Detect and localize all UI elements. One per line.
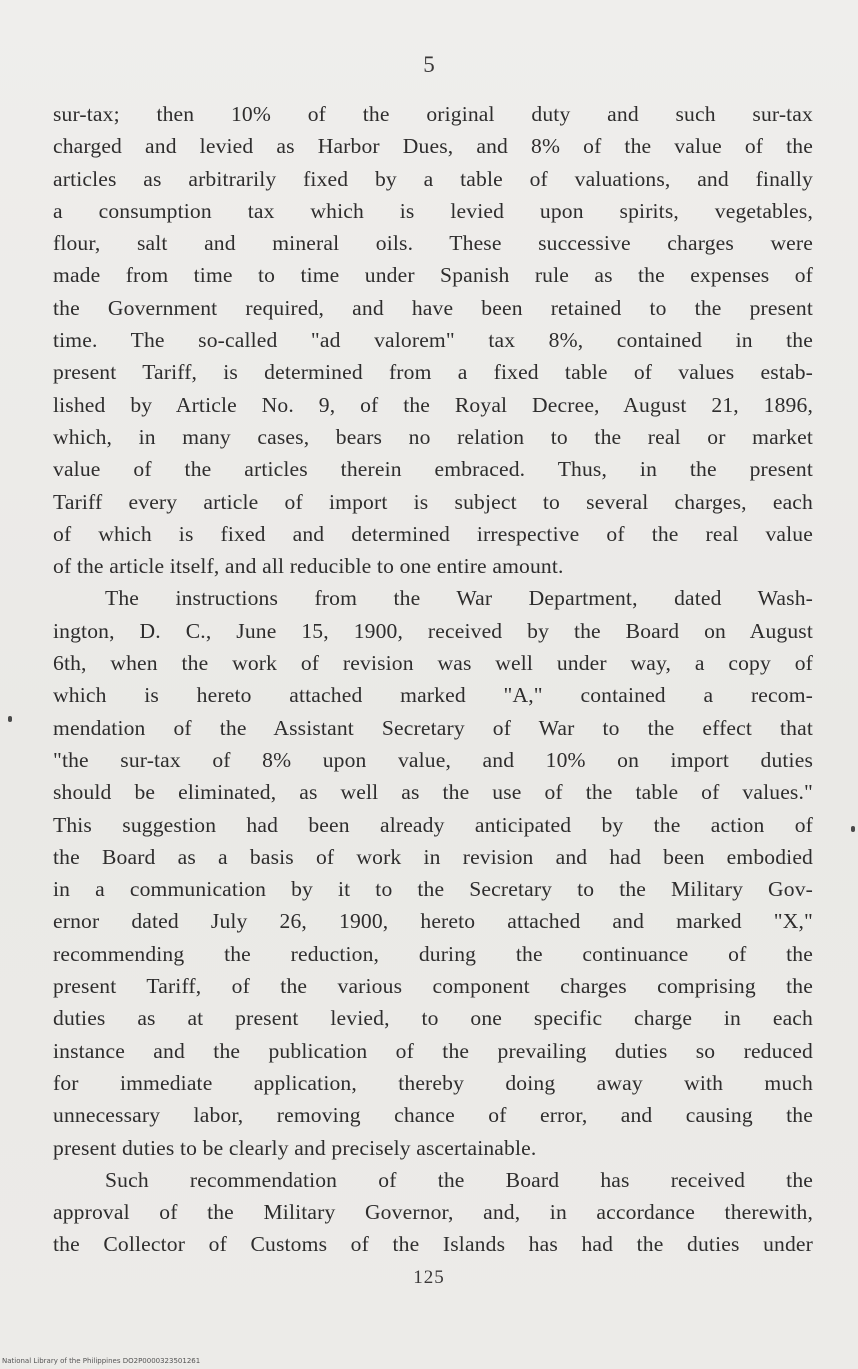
page-number: 5 (423, 52, 435, 77)
text-line: articles as arbitrarily fixed by a table of valuations, and finally (53, 166, 813, 191)
text-line: ernor dated July 26, 1900, hereto attached and marked "X," (53, 909, 813, 934)
body-text (53, 98, 813, 1261)
text-line: which is hereto attached marked "A," contained a recom- (53, 683, 813, 708)
text-line: for immediate application, thereby doing away with much (53, 1070, 813, 1095)
text-line: a consumption tax which is levied upon spirits, vegetables, (53, 198, 813, 223)
signature-mark: 125 (413, 1267, 445, 1288)
margin-speck-left (8, 716, 12, 722)
text-line: The instructions from the War Department, dated Wash- (105, 586, 813, 611)
text-line: which, in many cases, bears no relation to the real or market (53, 424, 813, 449)
text-line: approval of the Military Governor, and, in accordance therewith, (53, 1200, 813, 1225)
text-line: the Collector of Customs of the Islands has had the duties under (53, 1232, 813, 1257)
text-line: the Government required, and have been retained to the present (53, 295, 813, 320)
text-line: flour, salt and mineral oils. These successive charges were (53, 231, 813, 256)
text-line: 6th, when the work of revision was well under way, a copy of (53, 651, 813, 676)
scan-footer: National Library of the Philippines DO2P0000323501261 (2, 1357, 201, 1365)
text-line: value of the articles therein embraced. Thus, in the present (53, 457, 813, 482)
text-line: sur-tax; then 10% of the original duty and such sur-tax (53, 102, 813, 126)
text-line: Tariff every article of import is subject to several charges, each (53, 489, 813, 514)
text-line: of which is fixed and determined irrespective of the real value (53, 521, 813, 546)
text-line: of the article itself, and all reducible to one entire amount. (53, 554, 564, 579)
text-line: This suggestion had been already anticipated by the action of (53, 812, 813, 837)
text-line: "the sur-tax of 8% upon value, and 10% on import duties (53, 747, 813, 772)
margin-speck-right (851, 826, 855, 832)
text-line: unnecessary labor, removing chance of error, and causing the (53, 1103, 813, 1128)
text-line: Such recommendation of the Board has received the (105, 1167, 813, 1192)
text-line: present duties to be clearly and precisely ascertainable. (53, 1135, 537, 1160)
text-line: time. The so-called "ad valorem" tax 8%, contained in the (53, 328, 813, 353)
text-line: present Tariff, is determined from a fixed table of values estab- (53, 360, 813, 385)
text-line: lished by Article No. 9, of the Royal Decree, August 21, 1896, (53, 392, 813, 417)
text-line: instance and the publication of the prevailing duties so reduced (53, 1038, 813, 1063)
text-line: the Board as a basis of work in revision and had been embodied (53, 844, 813, 869)
text-line: in a communication by it to the Secretary to the Military Gov- (53, 877, 813, 902)
text-line: mendation of the Assistant Secretary of War to the effect that (53, 715, 813, 740)
text-line: duties as at present levied, to one specific charge in each (53, 1006, 813, 1031)
text-line: recommending the reduction, during the continuance of the (53, 941, 813, 966)
text-line: present Tariff, of the various component charges comprising the (53, 974, 813, 999)
text-line: should be eliminated, as well as the use of the table of values." (53, 780, 813, 805)
text-line: made from time to time under Spanish rule as the expenses of (53, 263, 813, 288)
text-line: ington, D. C., June 15, 1900, received by the Board on August (53, 618, 813, 643)
text-line: charged and levied as Harbor Dues, and 8% of the value of the (53, 134, 813, 159)
